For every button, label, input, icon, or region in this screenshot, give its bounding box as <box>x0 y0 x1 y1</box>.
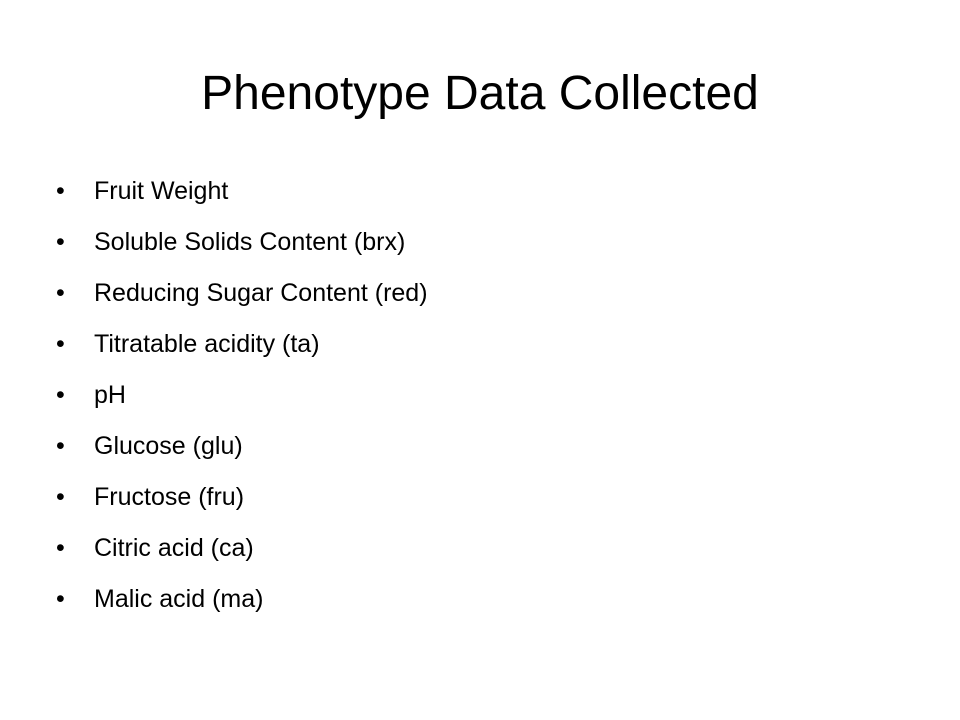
bullet-icon: • <box>56 483 65 511</box>
bullet-text: Fructose (fru) <box>94 483 245 511</box>
bullet-icon: • <box>56 432 65 460</box>
bullet-item-soluble-solids <box>56 217 428 268</box>
bullet-item-titratable-acidity <box>56 319 428 370</box>
bullet-item-fructose <box>56 472 428 523</box>
bullet-text: Glucose (glu) <box>94 432 243 460</box>
bullet-text: Citric acid (ca) <box>94 534 254 562</box>
bullet-item-glucose <box>56 421 428 472</box>
bullet-text: Fruit Weight <box>94 177 229 205</box>
bullet-text: pH <box>94 381 126 409</box>
bullet-text: Soluble Solids Content (brx) <box>94 228 406 256</box>
bullet-icon: • <box>56 228 65 256</box>
bullet-icon: • <box>56 279 65 307</box>
bullet-item-citric-acid <box>56 523 428 574</box>
slide-title: Phenotype Data Collected <box>201 67 759 120</box>
bullet-item-reducing-sugar <box>56 268 428 319</box>
bullet-item-malic-acid <box>56 574 428 625</box>
bullet-icon: • <box>56 177 65 205</box>
bullet-item-fruit-weight <box>56 166 428 217</box>
bullet-icon: • <box>56 585 65 613</box>
bullet-icon: • <box>56 381 65 409</box>
bullet-icon: • <box>56 330 65 358</box>
bullet-item-ph <box>56 370 428 421</box>
bullet-icon: • <box>56 534 65 562</box>
bullet-text: Reducing Sugar Content (red) <box>94 279 428 307</box>
bullet-list <box>56 166 428 625</box>
bullet-text: Titratable acidity (ta) <box>94 330 320 358</box>
bullet-text: Malic acid (ma) <box>94 585 264 613</box>
